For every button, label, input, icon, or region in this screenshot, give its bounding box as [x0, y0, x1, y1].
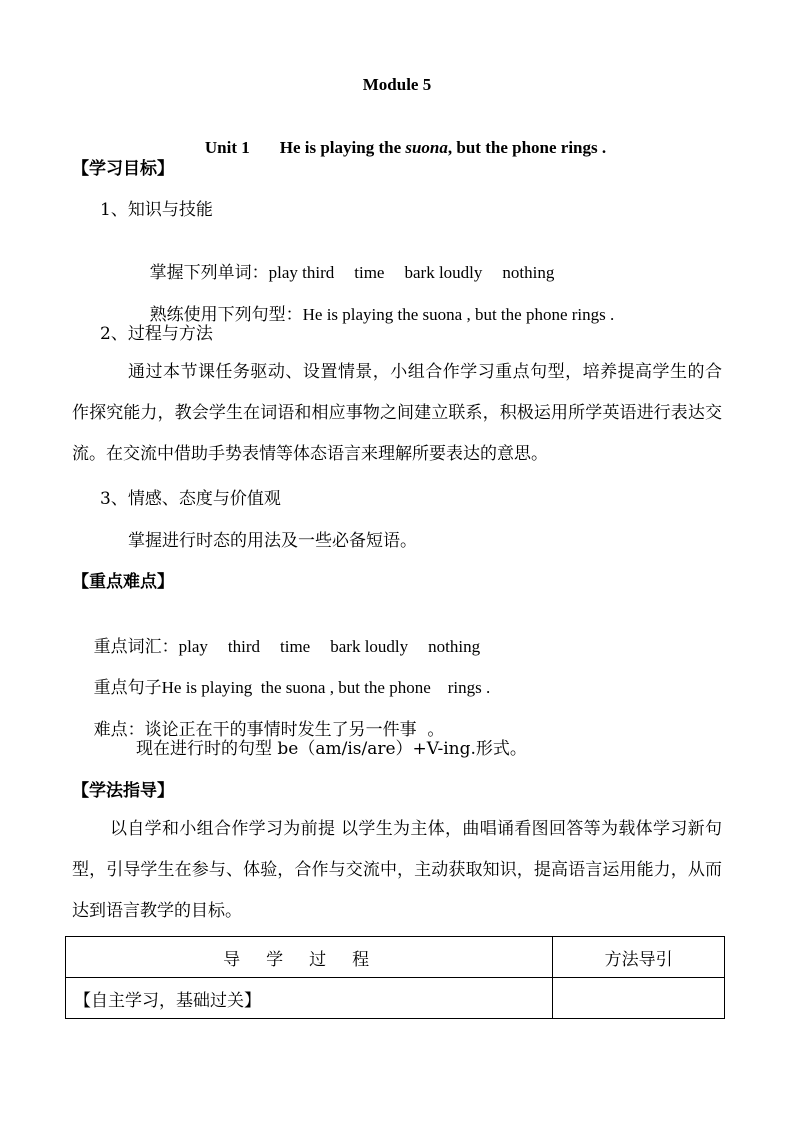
vocab-item: play — [178, 637, 208, 656]
difficulty-2: 现在进行时的句型 be（am/is/are）+V-ing.形式。 — [136, 739, 527, 759]
table-row — [66, 978, 725, 1019]
objective-2-text: 通过本节课任务驱动、设置情景，小组合作学习重点句型，培养提高学生的合作探究能力，教会学生在词语和相应事物之间建立联系，积极运用所学英语进行表达交流。在交流中借助手势表情等体态语言来理解所要表达的意思。 — [72, 362, 722, 464]
title-post: , but the phone rings . — [447, 138, 607, 157]
word-item: play third — [268, 263, 335, 282]
objective-3-text: 掌握进行时态的用法及一些必备短语。 — [128, 531, 417, 551]
table-cell: 【自主学习，基础过关】 — [66, 978, 553, 1019]
word-item: bark loudly — [404, 263, 483, 282]
method-text: 以自学和小组合作学习为前提 以学生为主体，曲唱诵看图回答等为载体学习新句型，引导学生在参与、体验，合作与交流中，主动获取知识，提高语言运用能力，从而达到语言教学的目标。 — [72, 819, 722, 921]
vocab-item: bark loudly — [330, 637, 409, 656]
module-title: Module 5 — [362, 75, 432, 94]
difficulty-text: 谈论正在干的事情时发生了另一件事 。 — [144, 720, 445, 740]
sentence-text: He is playing the suona , but the phone rings . — [302, 305, 615, 324]
vocab-item: third — [227, 637, 261, 656]
word-item: nothing — [502, 263, 555, 282]
difficulty-label: 难点： — [93, 720, 145, 740]
method-heading: 【学法指导】 — [72, 781, 174, 801]
objective-2-title: 2、过程与方法 — [100, 324, 213, 344]
guide-table — [65, 936, 725, 1019]
words-label: 掌握下列单词： — [149, 263, 269, 283]
table-row — [66, 937, 725, 978]
vocab-item: nothing — [428, 637, 481, 656]
sentence-label: 重点句子 — [93, 678, 162, 698]
col-header-guide: 导学过程 — [66, 937, 553, 978]
table-cell — [553, 978, 725, 1019]
keypoints-heading: 【重点难点】 — [72, 572, 174, 592]
vocab-item: time — [280, 637, 311, 656]
sentence-label: 熟练使用下列句型： — [149, 305, 303, 325]
title-pre: He is playing the — [279, 138, 406, 157]
title-italic: suona — [405, 138, 448, 157]
objective-3-title: 3、情感、态度与价值观 — [100, 489, 281, 509]
word-item: time — [354, 263, 385, 282]
objective-1-title: 1、知识与技能 — [100, 200, 213, 220]
objectives-heading: 【学习目标】 — [72, 159, 174, 179]
sentence-text: He is playing the suona , but the phone rings . — [161, 678, 491, 697]
vocab-label: 重点词汇： — [93, 637, 179, 657]
unit-label: Unit 1 — [204, 138, 250, 157]
col-header-method: 方法导引 — [553, 937, 725, 978]
